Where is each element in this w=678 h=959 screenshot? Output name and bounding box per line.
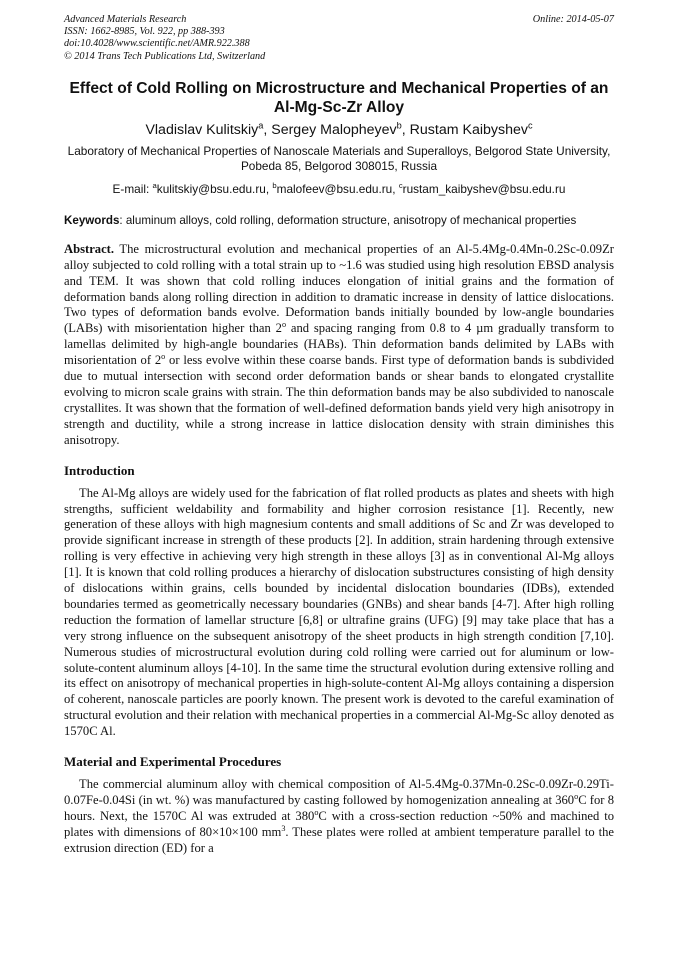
degree-mark: o (314, 807, 319, 817)
author-name: Rustam Kaibyshev (409, 121, 528, 138)
abstract-text: The microstructural evolution and mechanical properties of an Al-5.4Mg-0.4Mn-0.2Sc-0.09Zr alloy subjected to cold rolling with a total strain up to ~1.6 was studied using high resolution EBSD analysis and TEM. It was shown that cold rolling induces elongation of initial grains and the formation of deformation bands along rolling direction in addition to dramatic increase in density of lattice dislocations. Two types of deformation bands evolve. Deformation bands initially bounded by low-angle boundaries (LABs) with misorientation higher than 2 (64, 241, 614, 336)
author-affil-mark: c (527, 120, 533, 131)
section-heading-introduction: Introduction (64, 462, 135, 478)
author-name: Sergey Malopheyev (271, 121, 397, 138)
email-address-a[interactable]: kulitskiy@bsu.edu.ru (156, 181, 266, 196)
keywords (64, 213, 614, 228)
email-separator: , (392, 181, 399, 196)
keywords-text: : aluminum alloys, cold rolling, deformation structure, anisotropy of mechanical properties (119, 213, 577, 227)
email-mark: c (398, 180, 403, 190)
section-heading-materials: Material and Experimental Procedures (64, 754, 282, 770)
author-list (64, 121, 614, 139)
introduction-paragraph: The Al-Mg alloys are widely used for the fabrication of flat rolled products as plates and sheets with high strengths, sufficient weldability and formability and higher corrosion resistance [1]. Recently, new generation of these alloys with high magnesium contents and small additions of Sc and Zr was developed to provide significant increase in strength of these products [2]. In addition, strain hardening through extensive rolling is very effective in achieving very high strength in these alloys [3] as in conventional Al-Mg alloys [1]. It is known that cold rolling produces a hierarchy of dislocation substructures consisting of high density of dislocations within grains, cells bounded by incidental dislocation boundaries (IDBs), extended boundaries termed as geometrically necessary boundaries (GNBs) and shear bands [4-7]. After high rolling reduction the formation of lamellar structure [6,8] or ultrafine grains (UFG) [9] may take place that has a very strong influence on the subsequent anisotropy of the sheet products in high strength condition [7,10]. Numerous studies of microstructural evolution during cold rolling were carried out for aluminum or low-solute-content aluminum alloys [4-10]. In the same time the structural evolution during extensive rolling and its effect on anisotropy of mechanical properties in high-solute-content Al-Mg alloys containing a dispersion of coherent, nanoscale particles are poorly known. The present work is devoted to the careful examination of structural evolution and their relation with mechanical properties in a commercial Al-Mg-Sc alloy denoted as 1570C Al. (64, 485, 614, 739)
author-separator: , (401, 121, 410, 138)
abstract-text: and spacing ranging from 0.8 to 4 µm gradually transform to lamellas delimited by high-angle boundaries (HABs). Thin deformation bands delimited by LABs with misorientation of 2 (64, 321, 614, 368)
keywords-label: Keywords (64, 213, 120, 227)
email-mark: a (152, 180, 157, 190)
abstract-label: Abstract. (64, 241, 115, 256)
email-separator: , (265, 181, 273, 196)
author-affil-mark: b (396, 120, 402, 131)
online-date: Online: 2014-05-07 (532, 14, 614, 25)
journal-header (64, 14, 614, 63)
paper-title: Effect of Cold Rolling on Microstructure and Mechanical Properties of an Al-Mg-Sc-Zr Alloy (69, 79, 609, 116)
materials-text: C for 8 hours. Next, the 1570C Al was extruded at 380 (64, 793, 614, 823)
author-separator: , (263, 121, 272, 138)
email-line (64, 182, 614, 197)
abstract-text: or less evolve within these coarse bands. First type of deformation bands is subdivided due to mutual intersection with second order deformation bands or shear bands to elongated crystallite evolving to micron scale grains with strain. The thin deformation bands may be also subdivided to nanoscale crystallites. It was shown that the formation of well-defined deformation bands yield very high anisotropy in strength and ductility, while a strong increase in lattice dislocation density with strain diminishes this anisotropy. (64, 353, 614, 447)
materials-text: The commercial aluminum alloy with chemical composition of Al-5.4Mg-0.37Mn-0.2Sc-0.09Zr-0.29Ti-0.07Fe-0.04Si (in wt. %) was manufactured by casting followed by homogenization annealing at 360 (64, 777, 614, 807)
materials-paragraph (64, 777, 614, 857)
author-name: Vladislav Kulitskiy (145, 121, 259, 138)
degree-mark: o (281, 320, 287, 330)
journal-name: Advanced Materials Research (64, 14, 187, 25)
email-address-b[interactable]: malofeev@bsu.edu.ru (276, 181, 393, 196)
degree-mark: o (574, 791, 579, 801)
materials-text: . These plates were rolled at ambient temperature parallel to the extrusion direction (ED) for a (64, 824, 614, 855)
abstract (64, 242, 614, 449)
email-label: E-mail: (112, 181, 153, 196)
author-affil-mark: a (258, 120, 264, 131)
email-mark: b (272, 180, 277, 190)
affiliation: Laboratory of Mechanical Properties of Nanoscale Materials and Superalloys, Belgorod State University, Pobeda 85, Belgorod 308015, Russia (67, 143, 611, 174)
copyright-line: © 2014 Trans Tech Publications Ltd, Switzerland (64, 50, 266, 62)
materials-text: C with a cross-section reduction ~50% and machined to plates with dimensions of 80×10×100 mm (64, 808, 614, 839)
degree-mark: o (161, 351, 166, 361)
issn-line: ISSN: 1662-8985, Vol. 922, pp 388-393 (64, 26, 225, 38)
doi-line: doi:10.4028/www.scientific.net/AMR.922.388 (64, 38, 250, 50)
email-address-c[interactable]: rustam_kaibyshev@bsu.edu.ru (402, 181, 566, 196)
cubic-mark: 3 (281, 823, 286, 833)
